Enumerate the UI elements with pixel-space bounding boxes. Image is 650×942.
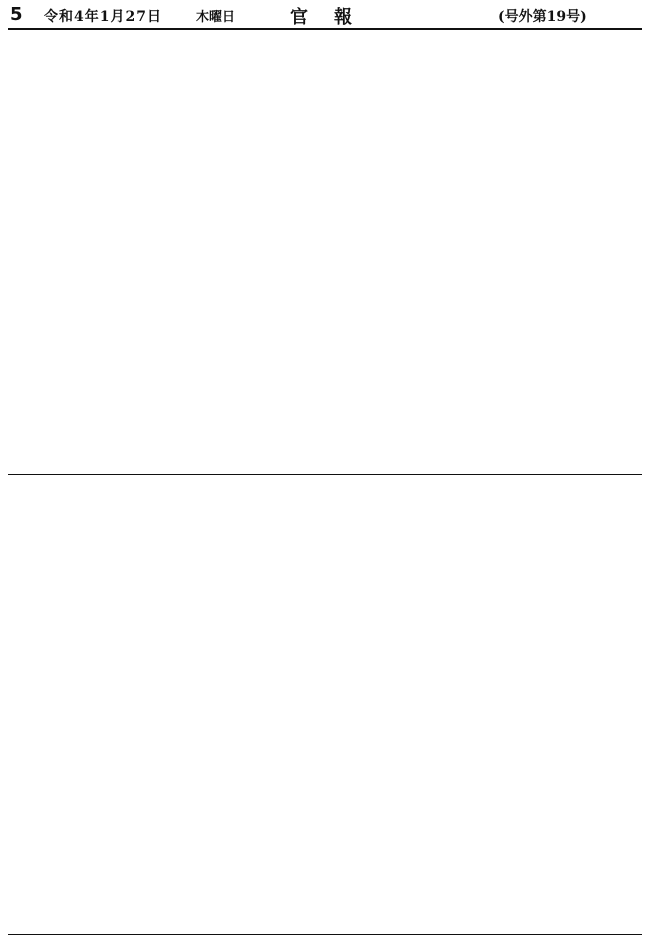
tier-divider (8, 474, 642, 475)
footer-rule (8, 934, 642, 935)
lower-text-block (12, 483, 640, 928)
upper-vertical-text (12, 36, 640, 466)
upper-text-block (12, 36, 640, 466)
page-header (0, 0, 650, 30)
page-number: 5 (10, 4, 23, 25)
header-rule (8, 28, 642, 30)
lower-vertical-text (12, 483, 640, 928)
gazette-title: 官報 (290, 7, 378, 28)
issue-date: 令和4年1月27日 (44, 9, 162, 25)
issue-weekday: 木曜日 (196, 10, 236, 25)
issue-number: (号外第19号) (498, 9, 587, 25)
